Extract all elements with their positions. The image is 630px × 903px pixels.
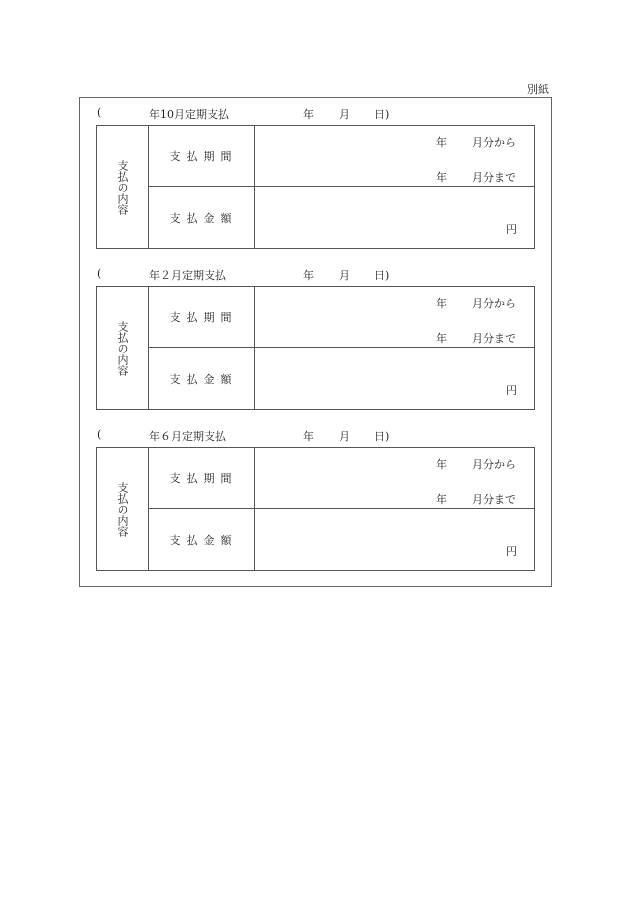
period-from-month: 月分から xyxy=(472,458,516,471)
amount-row xyxy=(149,509,534,570)
amount-label: 支払金額 xyxy=(149,187,255,248)
payment-section-october xyxy=(96,105,535,249)
period-until-year: 年 xyxy=(436,493,447,506)
section-header xyxy=(96,266,535,286)
period-until-month: 月分まで xyxy=(472,493,516,506)
header-day: 日) xyxy=(374,108,390,121)
content-label-cell xyxy=(97,287,149,409)
amount-label: 支払金額 xyxy=(149,509,255,570)
header-month: 月 xyxy=(339,108,350,121)
period-from-year: 年 xyxy=(436,297,447,310)
payment-table xyxy=(96,447,535,571)
content-vertical-label: 支払の内容 xyxy=(116,320,129,376)
content-label-cell xyxy=(97,448,149,570)
attachment-label: 別紙 xyxy=(527,83,549,96)
content-vertical-label: 支払の内容 xyxy=(116,481,129,537)
header-title: 年６月定期支払 xyxy=(149,430,226,443)
header-day: 日) xyxy=(374,430,390,443)
amount-unit: 円 xyxy=(506,223,517,236)
period-row xyxy=(149,126,534,187)
header-open-paren: ( xyxy=(97,428,102,441)
period-row xyxy=(149,287,534,348)
content-label-cell xyxy=(97,126,149,248)
period-until-year: 年 xyxy=(436,171,447,184)
content-vertical-label: 支払の内容 xyxy=(116,159,129,215)
header-month: 月 xyxy=(339,430,350,443)
period-from-month: 月分から xyxy=(472,136,516,149)
payment-table xyxy=(96,125,535,249)
period-row xyxy=(149,448,534,509)
period-until-year: 年 xyxy=(436,332,447,345)
section-header xyxy=(96,427,535,447)
period-from-month: 月分から xyxy=(472,297,516,310)
payment-section-june xyxy=(96,427,535,571)
amount-row xyxy=(149,348,534,409)
period-label: 支払期間 xyxy=(149,448,255,508)
period-label: 支払期間 xyxy=(149,287,255,347)
period-until-month: 月分まで xyxy=(472,171,516,184)
header-day: 日) xyxy=(374,269,390,282)
amount-unit: 円 xyxy=(506,384,517,397)
header-month: 月 xyxy=(339,269,350,282)
amount-unit: 円 xyxy=(506,545,517,558)
amount-label: 支払金額 xyxy=(149,348,255,409)
amount-row xyxy=(149,187,534,248)
header-open-paren: ( xyxy=(97,267,102,280)
payment-table xyxy=(96,286,535,410)
period-from-year: 年 xyxy=(436,458,447,471)
period-label: 支払期間 xyxy=(149,126,255,186)
header-year: 年 xyxy=(303,430,314,443)
header-year: 年 xyxy=(303,108,314,121)
header-open-paren: ( xyxy=(97,106,102,119)
header-year: 年 xyxy=(303,269,314,282)
header-title: 年10月定期支払 xyxy=(149,108,229,121)
period-until-month: 月分まで xyxy=(472,332,516,345)
payment-section-february xyxy=(96,266,535,410)
header-title: 年２月定期支払 xyxy=(149,269,226,282)
period-from-year: 年 xyxy=(436,136,447,149)
section-header xyxy=(96,105,535,125)
